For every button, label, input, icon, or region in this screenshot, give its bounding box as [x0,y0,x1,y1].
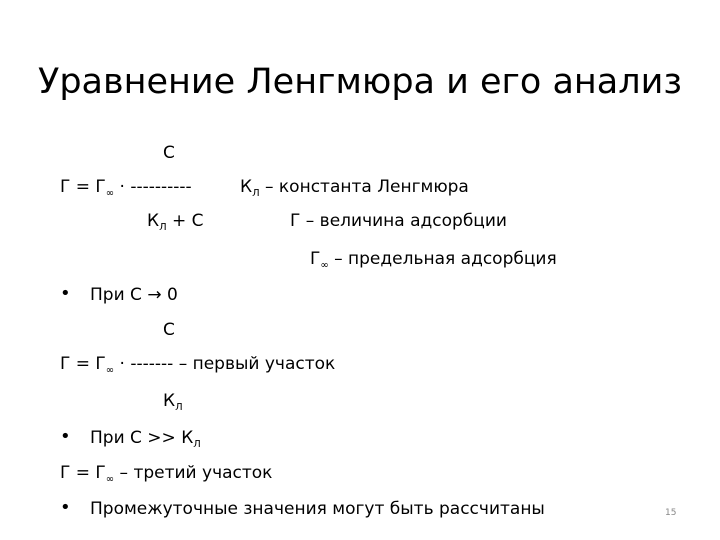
formula3-line: $Г = Г_\infty$ – третий участок [60,463,273,485]
formula1-denominator: $К_Л + С$ [147,211,204,233]
legend-g-line: Г – величина адсорбции [290,211,507,231]
formula1-main [60,176,192,201]
bullet-dot: • [60,426,71,447]
formula1-mid: · ---------- [114,177,192,197]
legend-ginf-line: $Г_\infty$ – предельная адсорбция [310,249,557,271]
formula2-denominator: $К_Л$ [163,391,183,413]
arrow-icon: → [147,285,162,305]
formula1-lhs: Г = Г [60,177,106,197]
legend-k-line: $К_Л$ – константа Ленгмюра [240,177,469,199]
page-number: 15 [665,508,677,518]
formula1-numerator: С [163,143,175,163]
bullet2-text: При $С >> К_Л$ [90,428,201,450]
formula2-main: $Г = Г_\infty$ · ------- – первый участок [60,354,336,376]
bullet-dot: • [60,497,71,518]
bullet-dot: • [60,283,71,304]
formula1-inf-sub: ∞ [105,188,115,199]
formula2-numerator: С [163,320,175,340]
bullet1-text: При С → 0 [90,285,178,305]
bullet3-text: Промежуточные значения могут быть рассчитаны [90,499,545,519]
slide-title: Уравнение Ленгмюра и его анализ [38,62,682,102]
